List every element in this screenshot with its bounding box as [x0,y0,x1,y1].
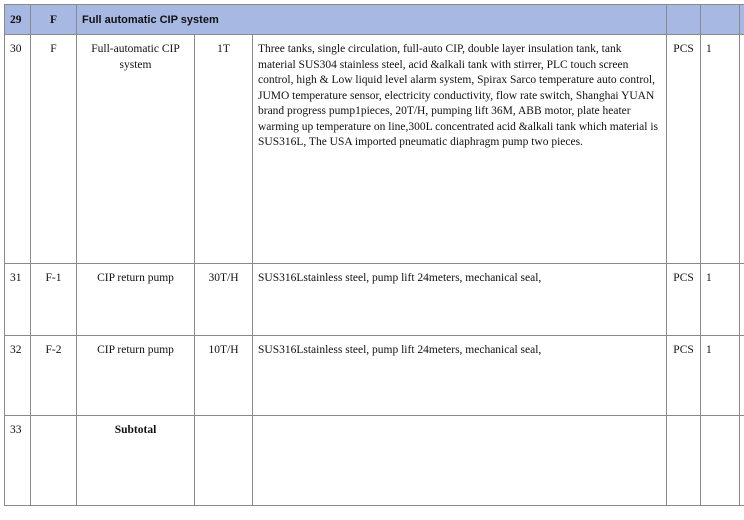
item-name: CIP return pump [77,264,195,336]
row-number: 32 [5,336,31,416]
row-number: 30 [5,35,31,264]
empty-cell [667,416,701,506]
subtotal-label: Subtotal [77,416,195,506]
item-name: Full-automatic CIP system [77,35,195,264]
item-unit: PCS [667,336,701,416]
item-capacity: 30T/H [195,264,253,336]
item-code: F [31,5,77,35]
table-row [5,336,744,416]
item-description: Three tanks, single circulation, full-auto CIP, double layer insulation tank, tank material SUS304 stainless steel, acid &alkali tank with stirrer, PLC touch screen control, high & Low liquid level alarm system, Spirax Sarco temperature auto control, JUMO temperature sensor, electricity conductivity, flow rate switch, Shanghai YUAN brand progress pump1pieces, 20T/H, pumping lift 36M, ABB motor, plate heater warming up temperature on line,300L concentrated acid &alkali tank which material is SUS316L, The USA imported pneumatic diaphragm pump two pieces. [253,35,667,264]
empty-cell [667,5,701,35]
section-header-row [5,5,744,35]
item-name: CIP return pump [77,336,195,416]
item-description: SUS316Lstainless steel, pump lift 24meters, mechanical seal, [253,336,667,416]
empty-cell [253,416,667,506]
row-number: 31 [5,264,31,336]
section-title: Full automatic CIP system [77,5,667,35]
item-quantity: 1 [701,336,740,416]
table-row [5,35,744,264]
empty-cell [740,35,744,264]
item-code: F-1 [31,264,77,336]
row-number: 33 [5,416,31,506]
item-capacity: 1T [195,35,253,264]
item-quantity: 1 [701,35,740,264]
row-number: 29 [5,5,31,35]
item-description: SUS316Lstainless steel, pump lift 24meters, mechanical seal, [253,264,667,336]
item-code: F [31,35,77,264]
empty-cell [701,5,740,35]
item-code: F-2 [31,336,77,416]
empty-cell [740,264,744,336]
empty-cell [740,5,744,35]
empty-cell [195,416,253,506]
table-row [5,264,744,336]
subtotal-row [5,416,744,506]
item-unit: PCS [667,35,701,264]
item-quantity: 1 [701,264,740,336]
empty-cell [740,416,744,506]
empty-cell [701,416,740,506]
item-capacity: 10T/H [195,336,253,416]
item-unit: PCS [667,264,701,336]
empty-cell [740,336,744,416]
equipment-table [4,4,744,506]
empty-cell [31,416,77,506]
